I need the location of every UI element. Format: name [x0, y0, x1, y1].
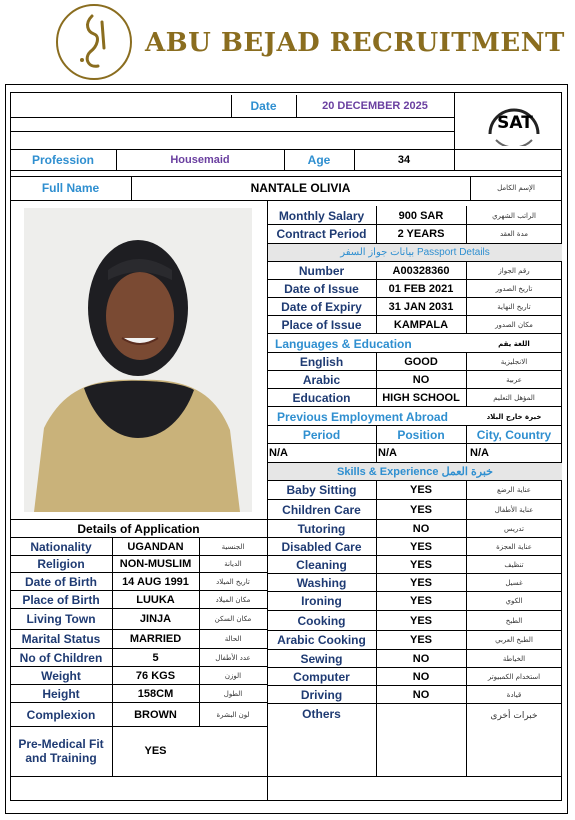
rule — [466, 426, 467, 462]
skill-row-label: Washing — [296, 575, 347, 590]
fullname-arabic: الإسم الكامل — [497, 184, 535, 192]
skill-row-label: Ironing — [301, 594, 342, 608]
rule — [10, 117, 454, 118]
skill-row-label: Driving — [300, 687, 343, 702]
application-row-label: Complexion — [26, 707, 96, 722]
languages-section-arabic: اللغة يقم — [498, 339, 530, 348]
passport-row-label: Date of Expiry — [281, 299, 362, 314]
skill-row-arabic: عناية الأطفال — [494, 505, 534, 514]
application-row-value: NON-MUSLIM — [119, 558, 192, 570]
passport-row-arabic: مكان الصدور — [495, 320, 533, 329]
date-label: Date — [250, 99, 277, 113]
language-row-label: Arabic — [302, 372, 341, 387]
application-row-label: Religion — [37, 557, 85, 571]
skill-row-label: Children Care — [282, 502, 361, 517]
employment-section-arabic: خبرة خارج البلاد — [486, 412, 542, 421]
application-row-arabic: عدد الأطفال — [215, 653, 251, 662]
skill-row-label: Cooking — [297, 613, 346, 628]
rule — [10, 131, 454, 132]
employment-city-value: N/A — [470, 446, 489, 459]
skill-row-arabic: الطبخ العربي — [495, 636, 533, 644]
rule — [376, 481, 377, 777]
skill-row-label: Computer — [293, 669, 350, 684]
employment-col-period: Period — [302, 427, 341, 442]
others-arabic: خبرات أخرى — [490, 711, 538, 721]
header — [0, 0, 575, 84]
rule — [10, 726, 267, 727]
skill-row-arabic: استخدام الكمبيوتر — [487, 672, 541, 681]
language-row-arabic: الانجليزية — [500, 357, 528, 366]
application-row-value: 5 — [152, 651, 159, 664]
company-logo-icon — [54, 2, 134, 82]
application-row-value: BROWN — [134, 708, 177, 721]
premedical-label: Pre-Medical Fit and Training — [18, 737, 104, 765]
salary-arabic: الراتب الشهري — [492, 211, 536, 220]
application-row-value: 14 AUG 1991 — [122, 575, 189, 588]
profession-label: Profession — [31, 152, 94, 167]
skill-row-arabic: عناية الرضع — [497, 486, 531, 494]
age-value: 34 — [397, 153, 411, 166]
skill-row-label: Arabic Cooking — [277, 633, 366, 647]
application-row-label: Weight — [41, 668, 81, 683]
skill-row-arabic: قيادة — [506, 690, 522, 699]
age-label: Age — [307, 152, 331, 167]
skill-row-value: NO — [412, 652, 430, 665]
application-row-value: 158CM — [137, 687, 174, 700]
rule — [267, 406, 562, 407]
application-row-arabic: تاريخ الميلاد — [216, 577, 250, 586]
passport-row-label: Number — [298, 263, 345, 278]
skill-row-arabic: تنظيف — [504, 560, 524, 569]
rule — [376, 262, 377, 334]
passport-section-header: بيانات جواز السفر Passport Details — [268, 244, 562, 261]
rule — [454, 92, 455, 149]
passport-row-value: A00328360 — [392, 264, 450, 277]
rule — [10, 776, 267, 777]
passport-row-value: 01 FEB 2021 — [388, 282, 454, 295]
application-row-value: MARRIED — [129, 633, 182, 645]
application-row-arabic: مكان السكن — [214, 615, 252, 623]
passport-row-label: Place of Issue — [281, 317, 362, 332]
passport-row-arabic: تاريخ النهاية — [497, 302, 531, 311]
skill-row-value: YES — [409, 595, 432, 607]
skill-row-arabic: الطبخ — [505, 616, 523, 625]
application-row-value: LUUKA — [136, 593, 175, 606]
application-section-label: Details of Application — [77, 521, 200, 536]
rule — [267, 776, 562, 777]
passport-row-arabic: رقم الجواز — [498, 266, 530, 275]
skill-row-label: Sewing — [300, 651, 343, 666]
rule — [376, 426, 377, 462]
employment-col-city: City, Country — [476, 427, 552, 442]
contract-period-value: 2 YEARS — [397, 228, 445, 240]
employment-period-value: N/A — [269, 446, 288, 459]
passport-row-value: 31 JAN 2031 — [388, 300, 454, 313]
rule — [267, 333, 562, 334]
application-row-arabic: الوزن — [224, 671, 242, 680]
rule — [466, 481, 467, 777]
languages-section-label: Languages & Education — [275, 336, 412, 351]
profession-value: Housemaid — [170, 153, 230, 166]
passport-row-arabic: تاريخ الصدور — [495, 284, 533, 293]
premedical-value: YES — [144, 745, 167, 757]
company-name: ABU BEJAD RECRUITMENT — [145, 28, 565, 58]
rule — [454, 149, 455, 170]
language-row-value: HIGH SCHOOL — [382, 391, 460, 404]
skill-row-value: YES — [409, 503, 432, 516]
date-value: 20 DECEMBER 2025 — [322, 100, 428, 112]
skill-row-label: Baby Sitting — [286, 483, 357, 497]
candidate-photo — [24, 208, 252, 512]
employment-col-position: Position — [397, 427, 445, 442]
skill-row-label: Cleaning — [296, 557, 347, 572]
application-row-value: UGANDAN — [127, 540, 184, 553]
passport-row-label: Date of Issue — [284, 281, 359, 296]
application-row-value: 76 KGS — [135, 669, 176, 682]
skill-row-value: YES — [409, 558, 432, 571]
language-row-label: Education — [292, 390, 351, 405]
skill-row-label: Tutoring — [297, 521, 346, 536]
skill-row-value: NO — [412, 688, 430, 701]
fullname-value: NANTALE OLIVIA — [250, 181, 351, 195]
application-row-arabic: الجنسية — [221, 542, 245, 551]
application-row-value: JINJA — [139, 613, 172, 625]
skill-row-arabic: عناية العجزة — [496, 542, 532, 551]
application-row-label: Marital Status — [21, 632, 101, 646]
skill-row-value: YES — [409, 634, 432, 646]
application-row-label: Nationality — [30, 539, 92, 554]
skill-row-value: NO — [412, 670, 430, 683]
employment-section-label: Previous Employment Abroad — [277, 409, 448, 424]
fullname-label: Full Name — [41, 181, 100, 195]
rule — [466, 262, 467, 334]
salary-value: 900 SAR — [398, 209, 444, 222]
skill-row-arabic: الخياطة — [502, 654, 526, 663]
rule — [10, 170, 562, 171]
others-label: Others — [302, 707, 341, 721]
skill-row-label: Disabled Care — [281, 539, 362, 554]
employment-position-value: N/A — [378, 446, 397, 459]
language-row-value: GOOD — [404, 355, 438, 368]
language-row-value: NO — [412, 373, 430, 386]
skill-row-value: YES — [409, 484, 432, 496]
skill-row-value: YES — [409, 576, 432, 589]
skill-row-value: NO — [412, 522, 430, 535]
application-row-arabic: لون البشرة — [216, 710, 250, 719]
application-row-arabic: الطول — [223, 689, 243, 698]
rule — [466, 353, 467, 407]
contract-period-arabic: مدة العقد — [500, 230, 528, 238]
application-row-label: Place of Birth — [22, 592, 100, 607]
application-row-arabic: الديانة — [224, 560, 242, 568]
application-row-arabic: الحالة — [224, 635, 242, 643]
skill-row-arabic: تدريس — [504, 524, 524, 533]
rule — [199, 538, 200, 727]
contract-period-label: Contract Period — [276, 227, 367, 241]
skill-row-arabic: الكوي — [505, 597, 523, 605]
salary-label: Monthly Salary — [278, 208, 365, 223]
application-row-label: Living Town — [26, 612, 96, 626]
language-row-arabic: المؤهل التعليم — [493, 393, 535, 402]
application-row-arabic: مكان الميلاد — [215, 595, 251, 604]
sat-logo-text: SAT — [497, 113, 533, 133]
rule — [376, 353, 377, 407]
passport-row-value: KAMPALA — [393, 318, 449, 331]
skill-row-value: YES — [409, 614, 432, 627]
application-row-label: Date of Birth — [25, 574, 97, 589]
skills-section-header: Skills & Experience خبرة العمل — [268, 463, 562, 480]
language-row-label: English — [299, 354, 344, 369]
application-row-label: Height — [42, 686, 80, 701]
skill-row-value: YES — [409, 540, 432, 553]
application-row-label: No of Children — [19, 650, 103, 665]
language-row-arabic: عربية — [506, 375, 522, 384]
skill-row-arabic: غسيل — [505, 578, 523, 587]
rule — [10, 200, 562, 201]
